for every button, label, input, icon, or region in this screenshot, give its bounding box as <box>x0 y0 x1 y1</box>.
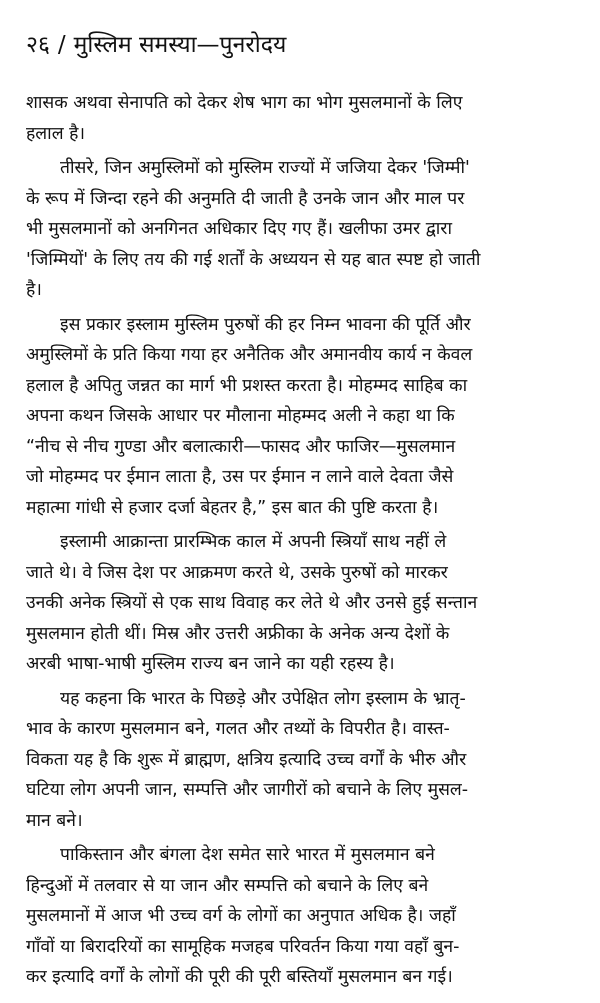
text-line: इस्लामी आक्रान्ता प्रारम्भिक काल में अपनी स्त्रियाँ साथ नहीं ले <box>60 532 447 552</box>
text-line: महात्मा गांधी से हजार दर्जा बेहतर है,” इस बात की पुष्टि करता है। <box>26 497 439 518</box>
text-line: मुसलमान होती थीं। मिस्र और उत्तरी अफ्रीका के अनेक अन्य देशों के <box>26 623 450 644</box>
book-title: मुस्लिम समस्या—पुनरोदय <box>73 32 287 58</box>
text-line: जाते थे। वे जिस देश पर आक्रमण करते थे, उसके पुरुषों को मारकर <box>26 562 448 583</box>
text-line: इस प्रकार इस्लाम मुस्लिम पुरुषों की हर निम्न भावना की पूर्ति और <box>60 314 471 335</box>
text-line: कर इत्यादि वर्गों के लोगों की पूरी की पूरी बस्तियाँ मुसलमान बन गई। <box>26 967 453 987</box>
paragraph <box>26 153 582 306</box>
text-line: उनकी अनेक स्त्रियों से एक साथ विवाह कर लेते थे और उनसे हुई सन्तान <box>26 593 478 613</box>
text-line: है। <box>26 280 42 300</box>
text-line: हलाल है। <box>26 123 86 144</box>
header-separator: / <box>57 32 66 58</box>
text-line: मान बने। <box>26 810 83 831</box>
text-line: अरबी भाषा-भाषी मुस्लिम राज्य बन जाने का यही रहस्य है। <box>26 654 395 674</box>
text-line: यह कहना कि भारत के पिछड़े और उपेक्षित लोग इस्लाम के भ्रातृ- <box>60 688 466 709</box>
text-line: के रूप में जिन्दा रहने की अनुमति दी जाती है उनके जान और माल पर <box>26 188 465 209</box>
paragraph <box>26 684 582 837</box>
running-header <box>26 30 286 60</box>
body-text <box>26 88 582 997</box>
text-line: विकता यह है कि शुरू में ब्राह्मण, क्षत्रिय इत्यादि उच्च वर्गों के भीरु और <box>26 749 467 770</box>
text-line: जो मोहम्मद पर ईमान लाता है, उस पर ईमान न लाने वाले देवता जैसे <box>26 467 454 487</box>
text-line: हिन्दुओं में तलवार से या जान और सम्पत्ति को बचाने के लिए बने <box>26 875 429 896</box>
text-line: हलाल है अपितु जन्नत का मार्ग भी प्रशस्त करता है। मोहम्मद साहिब का <box>26 375 468 396</box>
text-line: अपना कथन जिसके आधार पर मौलाना मोहम्मद अली ने कहा था कि <box>26 406 455 426</box>
text-line: पाकिस्तान और बंगला देश समेत सारे भारत में मुसलमान बने <box>60 845 435 865</box>
text-line: मुसलमानों में आज भी उच्च वर्ग के लोगों का अनुपात अधिक है। जहाँ <box>26 906 456 926</box>
text-line: शासक अथवा सेनापति को देकर शेष भाग का भोग मुसलमानों के लिए <box>26 93 463 113</box>
paragraph <box>26 840 582 993</box>
text-line: “नीच से नीच गुण्डा और बलात्कारी—फासद और फाजिर—मुसलमान <box>26 436 456 457</box>
text-line: अमुस्लिमों के प्रति किया गया हर अनैतिक और अमानवीय कार्य न केवल <box>26 345 473 365</box>
text-line: भाव के कारण मुसलमान बने, गलत और तथ्यों के विपरीत है। वास्त- <box>26 719 450 739</box>
text-line: तीसरे, जिन अमुस्लिमों को मुस्लिम राज्यों में जजिया देकर 'जिम्मी' <box>60 158 470 178</box>
page-number: २६ <box>26 32 50 58</box>
text-line: भी मुसलमानों को अनगिनत अधिकार दिए गए हैं। खलीफा उमर द्वारा <box>26 219 452 239</box>
text-line: 'जिम्मियों' के लिए तय की गई शर्तों के अध्ययन से यह बात स्पष्ट हो जाती <box>26 249 481 270</box>
paragraph <box>26 527 582 680</box>
text-line: गाँवों या बिरादरियों का सामूहिक मजहब परिवर्तन किया गया वहाँ बुन- <box>26 936 460 957</box>
paragraph <box>26 88 582 149</box>
paragraph <box>26 310 582 524</box>
text-line: घटिया लोग अपनी जान, सम्पत्ति और जागीरों को बचाने के लिए मुसल- <box>26 780 469 800</box>
